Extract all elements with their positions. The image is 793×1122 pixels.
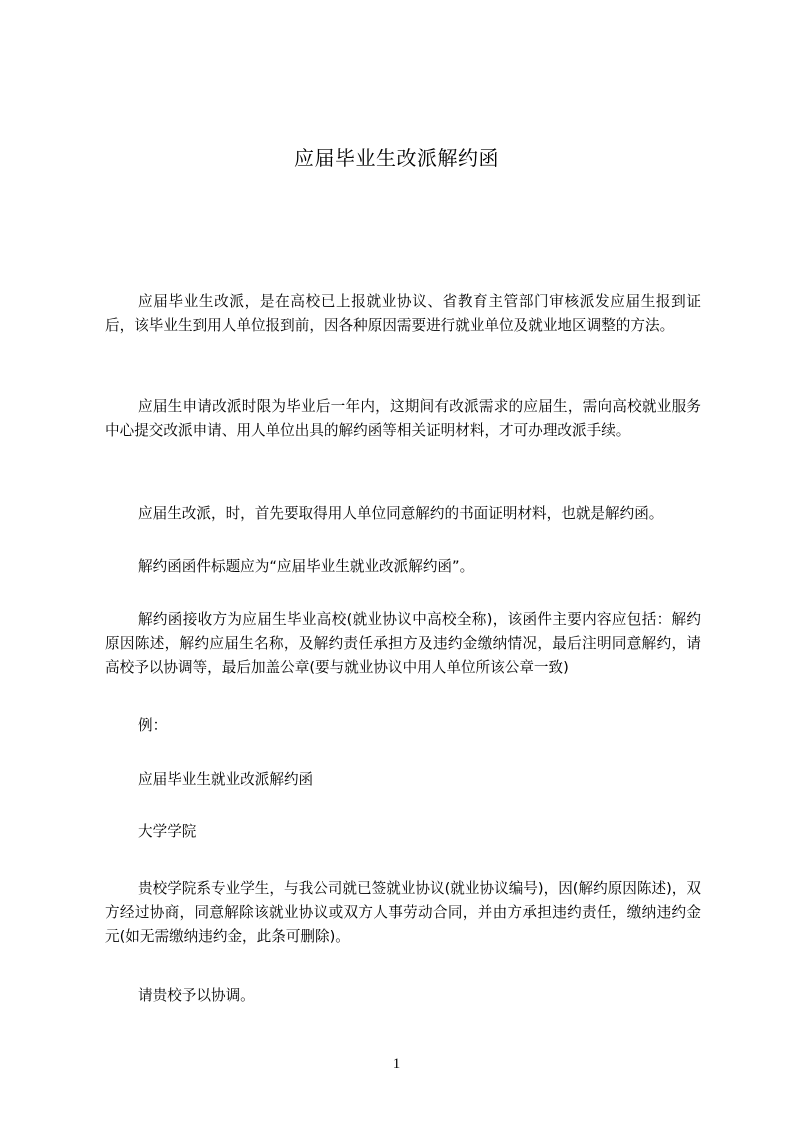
paragraph-definition: 应届毕业生改派，是在高校已上报就业协议、省教育主管部门审核派发应届生报到证后，该毕业生到用人单位报到前，因各种原因需要进行就业单位及就业地区调整的方法。 xyxy=(105,293,701,334)
example-letter-title: 应届毕业生就业改派解约函 xyxy=(138,771,314,788)
example-letter-body: 贵校学院系专业学生，与我公司就已签就业协议(就业协议编号)，因(解约原因陈述)，双方经过协商，同意解除该就业协议或双方人事劳动合同，并由方承担违约责任，缴纳违约金元(如无需缴纳违约金，此条可删除)。 xyxy=(105,880,701,945)
example-recipient: 大学学院 xyxy=(138,823,197,840)
example-closing: 请贵校予以协调。 xyxy=(138,987,255,1004)
document-title: 应届毕业生改派解约函 xyxy=(294,146,499,170)
paragraph-requirement: 应届生改派，时，首先要取得用人单位同意解约的书面证明材料，也就是解约函。 xyxy=(138,505,664,522)
paragraph-letter-title: 解约函函件标题应为“应届毕业生就业改派解约函”。 xyxy=(138,558,475,575)
paragraph-time-limit: 应届生申请改派时限为毕业后一年内，这期间有改派需求的应届生，需向高校就业服务中心提交改派申请、用人单位出具的解约函等相关证明材料，才可办理改派手续。 xyxy=(105,398,701,439)
page-number: 1 xyxy=(392,1056,401,1072)
paragraph-letter-content: 解约函接收方为应届生毕业高校(就业协议中高校全称)，该函件主要内容应包括：解约原因陈述，解约应届生名称，及解约责任承担方及违约金缴纳情况，最后注明同意解约，请高校予以协调等，最后加盖公章(要与就业协议中用人单位所该公章一致) xyxy=(105,611,701,676)
example-label: 例： xyxy=(138,717,168,734)
